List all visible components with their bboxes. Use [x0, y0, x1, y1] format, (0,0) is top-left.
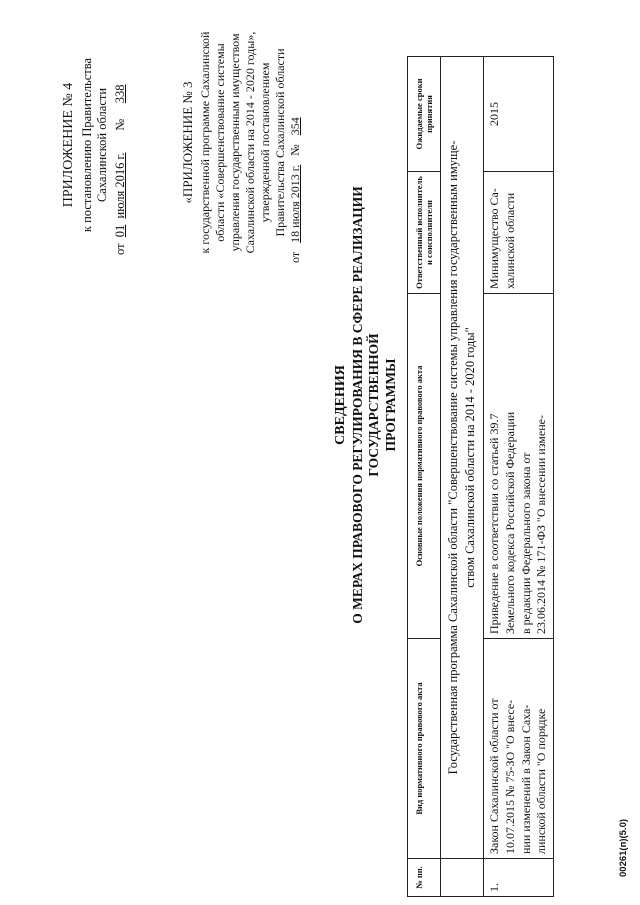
appendix-3-line: Сахалинской области на 2014 - 2020 годы»,: [243, 31, 258, 254]
table-header-row: [408, 57, 441, 897]
row-kind: [483, 639, 554, 859]
header-kind: Вид нормативного правового акта: [408, 639, 441, 859]
date-month-year: июля 2016 г.: [112, 152, 127, 219]
measures-table: [407, 56, 554, 897]
footer-code: 00261(п)(5.0): [618, 818, 629, 877]
appendix-4-title: ПРИЛОЖЕНИЕ № 4: [61, 82, 76, 208]
row-terms: 2015: [483, 57, 554, 172]
appendix-4-line: Сахалинской области: [95, 87, 110, 203]
appendix-4-date-line: [113, 35, 129, 255]
date-prefix: от: [288, 251, 303, 263]
cell-line: Приведение в соответствии со статьей 39.7: [486, 413, 501, 634]
number-label: №: [112, 118, 127, 131]
cell-line: халинской области: [502, 192, 517, 289]
cell-line: Минимущество Са-: [486, 188, 501, 289]
cell-line: в редакции Федерального закона от: [518, 452, 533, 634]
date-day: 01: [112, 224, 127, 238]
appendix-3-block: [180, 0, 303, 285]
appendix-3-line: к государственной программе Сахалинской: [198, 31, 213, 254]
cell-line: 10.07.2015 № 75-ЗО "О внесе-: [502, 699, 517, 854]
date-value: 18 июля 2013 г.: [288, 164, 303, 243]
header-terms: Ожидаемые сроки принятия: [408, 57, 441, 172]
document-heading: СВЕДЕНИЯ: [333, 365, 348, 445]
cell-line: Земельного кодекса Российской Федерации: [502, 411, 517, 634]
appendix-3-line: утвержденной постановлением: [258, 62, 273, 223]
row-provisions: [483, 294, 554, 639]
document-title-line: О МЕРАХ ПРАВОВОГО РЕГУЛИРОВАНИЯ В СФЕРЕ РЕАЛИЗАЦИИ ГОСУДАРСТВЕННОЙ: [349, 186, 382, 624]
program-row-title: [441, 57, 483, 859]
program-row-line: Государственная программа Сахалинской области "Совершенствование системы управления государственным имуще-: [446, 140, 461, 775]
appendix-3-title: «ПРИЛОЖЕНИЕ № 3: [180, 81, 195, 204]
program-row-line: ством Сахалинской области на 2014 - 2020 годы": [463, 327, 477, 588]
row-responsible: [483, 172, 554, 294]
cell-line: Закон Сахалинской области от: [486, 698, 501, 854]
appendix-3-line: управления государственным имуществом: [228, 33, 243, 252]
program-row: [441, 57, 483, 897]
document-title-line: ПРОГРАММЫ: [383, 358, 399, 452]
document-number: 338: [112, 84, 127, 104]
date-prefix: от: [112, 243, 127, 255]
header-provisions: Основные положения нормативного правового акта: [408, 294, 441, 639]
document-title: [332, 145, 400, 665]
appendix-3-line: Правительства Сахалинской области: [273, 48, 288, 237]
appendix-4-line: к постановлению Правительства: [79, 57, 94, 233]
appendix-4-block: [60, 35, 128, 255]
cell-line: линской области "О порядке: [534, 708, 549, 854]
number-label: №: [288, 144, 303, 156]
header-responsible: Ответственный исполнитель и соисполнители: [408, 172, 441, 294]
header-num: № пп.: [408, 859, 441, 897]
document-number: 354: [288, 117, 303, 136]
table-row: [483, 57, 554, 897]
appendix-3-date-line: [288, 0, 303, 285]
cell-line: 23.06.2014 № 171-ФЗ "О внесении измене-: [534, 415, 549, 634]
cell-line: нии изменений в Закон Саха-: [518, 704, 533, 854]
row-num: 1.: [483, 859, 554, 897]
appendix-3-line: области «Совершенствование системы: [213, 43, 228, 242]
program-row-num: [441, 859, 483, 897]
